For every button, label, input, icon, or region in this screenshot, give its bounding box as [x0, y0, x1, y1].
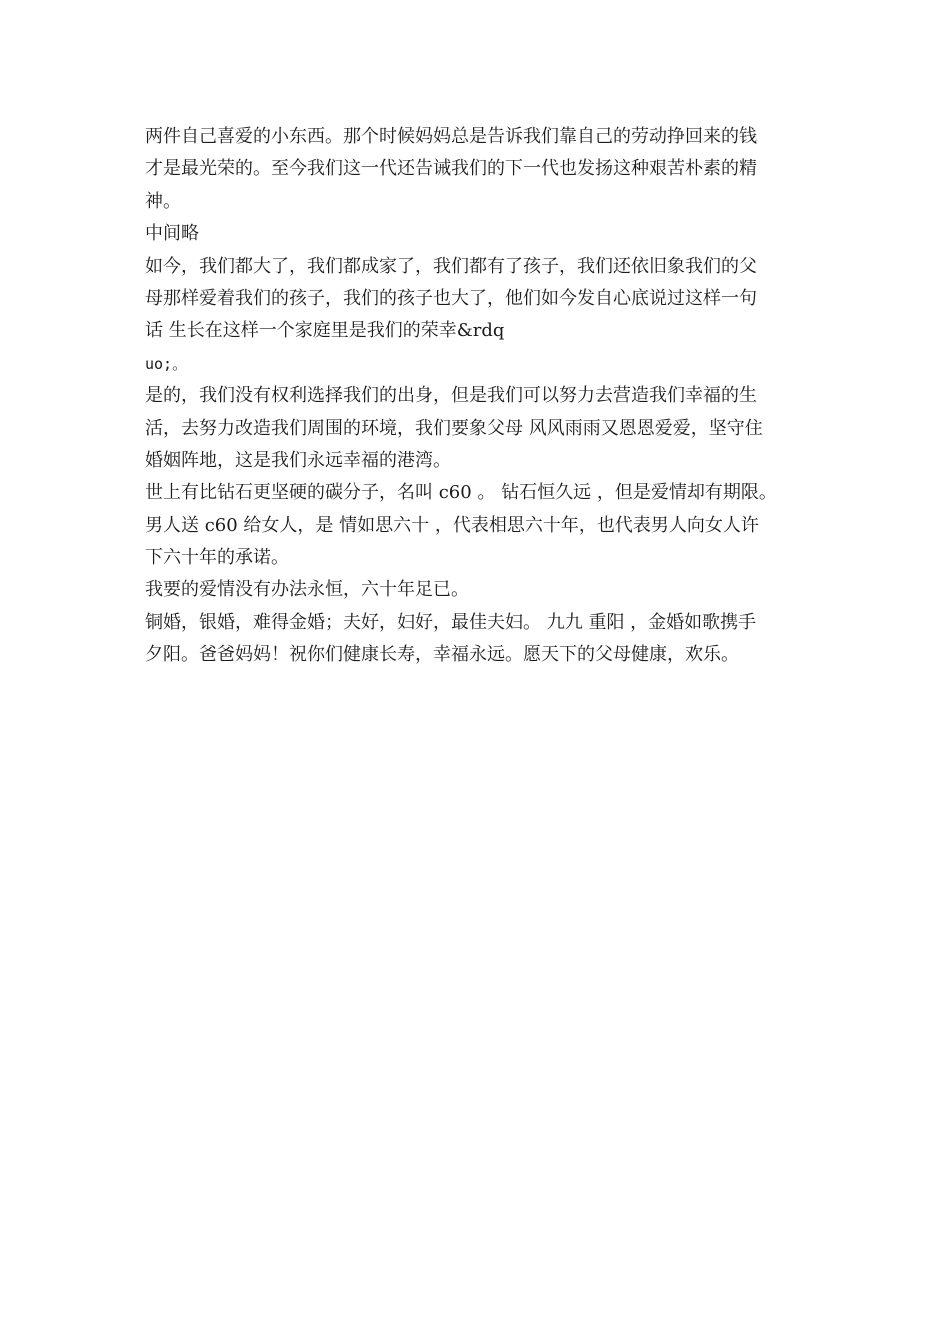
text-line-16: 铜婚，银婚，难得金婚；夫好，妇好，最佳夫妇。 九九 重阳 ，金婚如歌携手	[145, 611, 757, 633]
text-line-11: 婚姻阵地，这是我们永远幸福的港湾。	[145, 449, 451, 471]
text-line-10: 活，去努力改造我们周围的环境，我们要象父母 风风雨雨又恩恩爱爱，坚守住	[145, 417, 763, 439]
text-line-1: 两件自己喜爱的小东西。那个时候妈妈总是告诉我们靠自己的劳动挣回来的钱	[145, 126, 757, 147]
text-line-5: 如今，我们都大了，我们都成家了，我们都有了孩子，我们还依旧象我们的父	[145, 255, 757, 277]
text-line-15: 我要的爱情没有办法永恒，六十年足已。	[145, 579, 469, 601]
text-line-17: 夕阳。爸爸妈妈！祝你们健康长寿，幸福永远。愿天下的父母健康，欢乐。	[145, 644, 739, 666]
text-line-3: 神。	[145, 190, 181, 212]
text-line-14: 下六十年的承诺。	[145, 547, 289, 569]
text-line-2: 才是最光荣的。至今我们这一代还告诫我们的下一代也发扬这种艰苦朴素的精	[145, 158, 757, 180]
text-line-12: 世上有比钻石更坚硬的碳分子，名叫 c60 。 钻石恒久远 ，但是爱情却有期限。	[145, 482, 777, 504]
text-line-8: uo;。	[145, 354, 188, 373]
text-line-6: 母那样爱着我们的孩子，我们的孩子也大了，他们如今发自心底说过这样一句	[145, 287, 757, 309]
text-line-13: 男人送 c60 给女人，是 情如思六十 ，代表相思六十年，也代表男人向女人许	[145, 514, 759, 536]
document-body	[145, 121, 825, 672]
section-note-omitted: 中间略	[145, 223, 199, 245]
text-line-7: 话 生长在这样一个家庭里是我们的荣幸&rdq	[145, 320, 505, 342]
text-line-9: 是的，我们没有权利选择我们的出身，但是我们可以努力去营造我们幸福的生	[145, 385, 757, 407]
